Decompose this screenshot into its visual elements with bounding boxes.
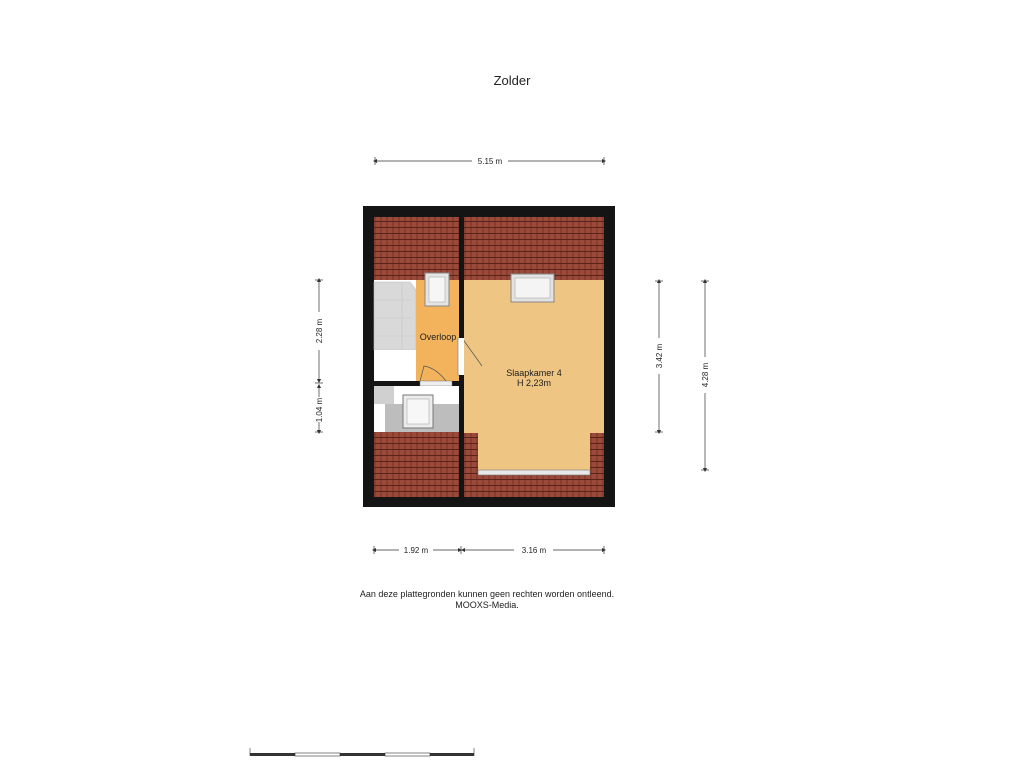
dimension-right-inner-label: 3.42 m <box>655 343 664 369</box>
dimension-top <box>375 157 604 166</box>
door-opening <box>459 338 464 375</box>
disclaimer-line-2: MOOXS-Media. <box>455 600 519 610</box>
service-unit <box>374 386 394 404</box>
stair-opening <box>374 350 416 381</box>
dimension-right-outer-label: 4.28 m <box>701 362 710 388</box>
scale-bar <box>250 748 474 756</box>
dimension-left-upper-label: 2.28 m <box>315 318 324 344</box>
room-label-slaapkamer: Slaapkamer 4 <box>506 368 562 378</box>
dimension-right-outer <box>701 281 710 470</box>
bedroom-skylight-glass <box>515 278 550 298</box>
dimension-left <box>315 280 324 432</box>
room-height-slaapkamer: H 2,23m <box>516 378 552 388</box>
floor-title: Zolder <box>493 73 531 88</box>
disclaimer <box>0 589 974 611</box>
landing-door <box>420 381 452 386</box>
bedroom-window <box>478 470 590 475</box>
dimension-left-lower-label: 1.04 m <box>315 397 324 423</box>
landing-skylight-glass <box>429 277 445 302</box>
stair-steps <box>374 282 416 350</box>
dimension-right-inner <box>655 281 664 432</box>
dimension-top-label: 5.15 m <box>477 157 503 166</box>
dimension-bottom <box>374 546 604 555</box>
dimension-bottom-right-label: 3.16 m <box>521 546 547 555</box>
room-label-overloop: Overloop <box>419 332 457 342</box>
service-skylight-glass <box>407 399 429 424</box>
disclaimer-line-1: Aan deze plattegronden kunnen geen rechten worden ontleend. <box>359 589 615 599</box>
dimension-bottom-left-label: 1.92 m <box>403 546 429 555</box>
